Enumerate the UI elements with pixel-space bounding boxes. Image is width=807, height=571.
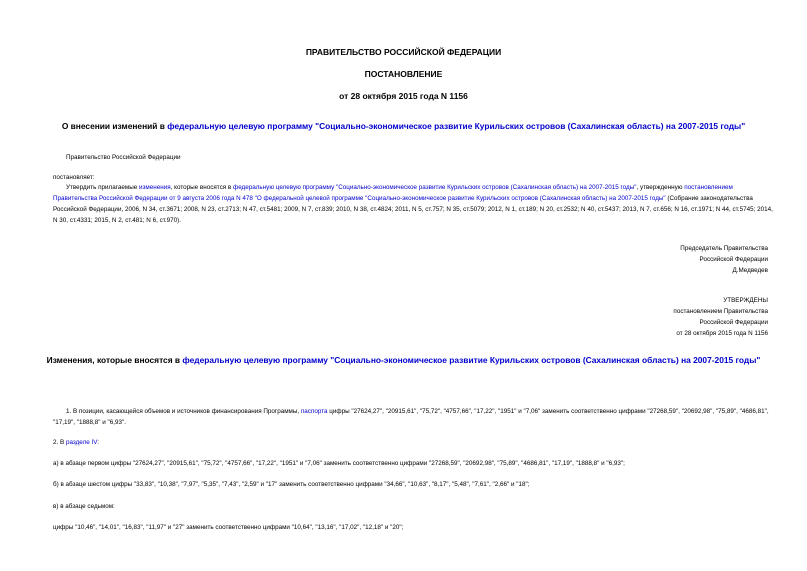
item1-text-a: 1. В позиции, касающейся объемов и источников финансирования Программы, [66, 408, 301, 415]
changes-link[interactable]: изменения [139, 184, 171, 191]
change-item-2 [53, 437, 99, 448]
approval-line-2: постановлением Правительства [673, 308, 768, 315]
approval-line-1: УТВЕРЖДЕНЫ [723, 297, 768, 304]
document-title [20, 121, 787, 132]
title-program-link[interactable]: федеральную целевую программу "Социально-экономическое развитие Курильских островов (Сахалинская область) на 2007-2015 годы" [167, 121, 746, 131]
change-item-c1: цифры "10,46", "14,01", "16,83", "11,97" и "27" заменить соответственно цифрами "10,64", "13,16", "17,02", "12,18" и "20"; [53, 524, 404, 531]
changes-title-program-link[interactable]: федеральную целевую программу "Социально-экономическое развитие Курильских островов (Сахалинская область) на 2007-2015 годы" [182, 355, 761, 365]
approval-line-3: Российской Федерации [699, 319, 768, 326]
decides-label: постановляет: [53, 174, 95, 181]
item2-text-a: 2. В [53, 439, 66, 446]
item1-text-b: цифры "27624,27", "20915,61", "75,72", "4757,66", "17,22", "1951" и "7,06" заменить соответственно цифрами "27268,59", "20692,98", "75,89", "4686,81", "17,19", "1888,8" и "6,93". [53, 408, 769, 426]
signature-block [500, 243, 768, 276]
item2-text-b: : [97, 439, 99, 446]
p1-text-d: (Собрание законодательства Российской Федерации, 2006, N 34, ст.3671; 2008, N 23, ст.2713; N 47, ст.5481; 2009, N 7, ст.839; 2010, N 38, ст.4824; 2011, N 5, ст.757; N 35, ст.5079; 2012, N 1, ст.189; N 20, ст.2532; N 40, ст.5437; 2013, N 7, ст.656; N 16, ст.1971; N 44, ст.5745; 2014, N 30, ст.4331; 2015, N 2, ст.481; N 6, ст.970). [53, 195, 773, 224]
change-item-b: б) в абзаце шестом цифры "33,83", "10,38", "7,97", "5,35", "7,43", "2,59" и "17" заменить соответственно цифрами "34,66", "10,63", "8,17", "5,48", "7,61", "2,66" и "18"; [53, 481, 530, 488]
document-type: ПОСТАНОВЛЕНИЕ [364, 69, 443, 79]
p1-text-a: Утвердить прилагаемые [66, 184, 139, 191]
signature-line-3: Д.Медведев [732, 267, 768, 274]
resolution-link[interactable]: постановлением Правительства Российской Федерации от 9 августа 2006 года N 478 "О федеральной целевой программе "Социально-экономическое развитие Курильских островов (Сахалинская область) на 2007-2015 годы" [53, 184, 733, 202]
decision-paragraph [53, 182, 775, 226]
p1-text-c: , утвержденную [636, 184, 685, 191]
government-heading: ПРАВИТЕЛЬСТВО РОССИЙСКОЙ ФЕДЕРАЦИИ [305, 47, 502, 57]
change-item-a: а) в абзаце первом цифры "27624,27", "20915,61", "75,72", "4757,66", "17,22", "1951" и "7,06" заменить соответственно цифрами "27268,59", "20692,98", "75,89", "4686,81", "17,19", "1888,8" и "6,93"; [53, 460, 625, 467]
change-item-c: в) в абзаце седьмом: [53, 503, 115, 510]
title-prefix: О внесении изменений в [61, 121, 168, 131]
signature-line-2: Российской Федерации [699, 256, 768, 263]
changes-title-prefix: Изменения, которые вносятся в [46, 355, 183, 365]
p1-text-b: , которые вносятся в [170, 184, 234, 191]
change-item-1 [53, 406, 775, 428]
section-iv-link[interactable]: разделе IV [65, 439, 98, 446]
government-name: Правительство Российской Федерации [66, 154, 181, 161]
approval-line-4: от 28 октября 2015 года N 1156 [676, 330, 768, 337]
passport-link[interactable]: паспорта [300, 408, 328, 415]
signature-line-1: Председатель Правительства [680, 245, 768, 252]
document-date-number: от 28 октября 2015 года N 1156 [339, 91, 468, 101]
program-link[interactable]: федеральную целевую программу "Социально-экономическое развитие Курильских островов (Сахалинская область) на 2007-2015 годы" [233, 184, 637, 191]
changes-title [30, 355, 777, 366]
approval-block [500, 295, 768, 339]
